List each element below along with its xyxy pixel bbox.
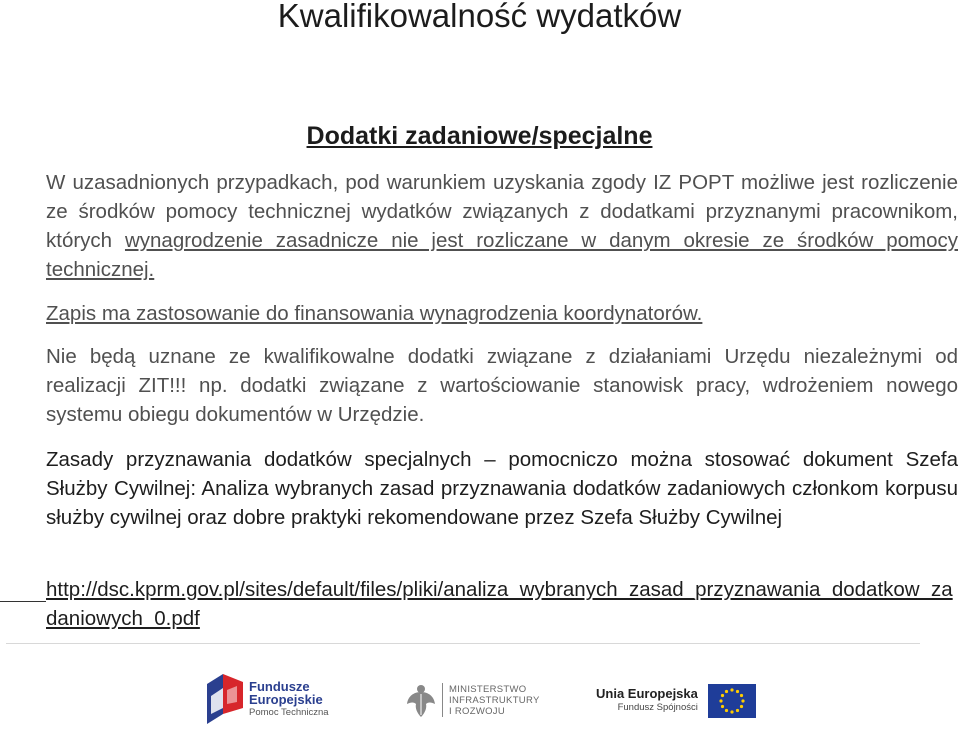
fundusze-europejskie-logo [207, 674, 329, 724]
min-line-3: I ROZWOJU [449, 705, 505, 717]
min-line-2: INFRASTRUKTURY [449, 694, 540, 706]
eagle-emblem-icon [406, 682, 436, 718]
paragraph-excluded-bonuses: Nie będą uznane ze kwalifikowalne dodatki związane z działaniami Urzędu niezależnymi od realizacji ZIT!!! np. dodatki związane z wartościowanie stanowisk pracy, wdrożeniem nowego systemu obiegu dokumentów w Urzędzie. [46, 345, 958, 426]
fundusze-europejskie-emblem [207, 674, 243, 724]
eu-flag-icon [708, 684, 756, 718]
ue-line-2: Fundusz Spójności [617, 702, 698, 713]
footer-separator [6, 643, 920, 644]
paragraph-text: W uzasadnionych przypadkach, pod warunkiem uzyskania zgody IZ POPT możliwe jest rozliczenie ze środków pomocy technicznej wydatków związanych z dodatkami przyznanymi pracownikom, których [46, 171, 958, 252]
document-link[interactable]: http://dsc.kprm.gov.pl/sites/default/files/pliki/analiza_wybranych_zasad_przyznawania_dodatkow_zadaniowych_0.pdf [46, 578, 953, 630]
fe-line-2: Europejskie [249, 691, 323, 707]
section-subtitle: Dodatki zadaniowe/specjalne [306, 122, 653, 150]
paragraph-rules-reference: Zasady przyznawania dodatków specjalnych – pomocniczo można stosować dokument Szefa Służby Cywilnej: Analiza wybranych zasad przyznawania dodatków zadaniowych członkom korpusu służby cywilnej oraz dobre praktyki rekomendowane przez Szefa Służby Cywilnej [46, 448, 958, 529]
unia-europejska-logo [596, 684, 756, 718]
fe-line-3: Pomoc Techniczna [249, 706, 329, 718]
ministerstwo-logo [406, 682, 540, 718]
link-underline-lead [0, 601, 46, 602]
paragraph-underlined-text: wynagrodzenie zasadnicze nie jest rozliczane w danym okresie ze środków pomocy technicznej. [46, 229, 958, 281]
page-title: Kwalifikowalność wydatków [277, 0, 682, 34]
min-line-1: MINISTERSTWO [449, 683, 527, 695]
paragraph-koordynatorzy: Zapis ma zastosowanie do finansowania wynagrodzenia koordynatorów. [46, 302, 703, 325]
paragraph-dodatki-conditions [46, 168, 958, 284]
ue-line-1: Unia Europejska [596, 686, 698, 701]
footer-logos [0, 660, 959, 746]
fe-line-1: Fundusze [249, 678, 310, 694]
